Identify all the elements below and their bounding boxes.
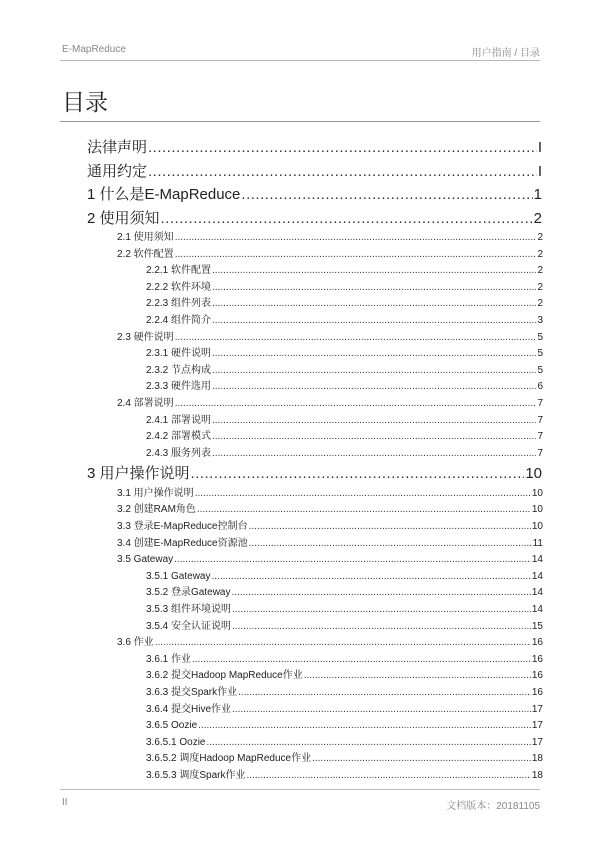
toc-entry[interactable]	[146, 263, 543, 280]
toc-entry-label: 2.2 软件配置	[117, 248, 174, 260]
toc-entry[interactable]	[146, 446, 543, 463]
toc-entry-label: 3.4 创建E-MapReduce资源池	[117, 537, 248, 549]
toc-entry[interactable]	[146, 735, 543, 752]
toc-dot-leader	[231, 585, 530, 602]
toc-entry[interactable]	[117, 552, 543, 569]
toc-entry-label: 3.1 用户操作说明	[117, 487, 194, 499]
toc-entry[interactable]	[117, 519, 543, 536]
toc-dot-leader	[238, 685, 531, 702]
toc-entry-page: 2	[533, 209, 542, 227]
toc-entry[interactable]	[117, 536, 543, 553]
toc-dot-leader	[198, 718, 531, 735]
toc-entry-page: 7	[537, 447, 543, 459]
toc-entry[interactable]	[146, 768, 543, 785]
page-title: 目录	[62, 89, 108, 115]
toc-dot-leader	[249, 536, 532, 553]
toc-entry[interactable]	[146, 363, 543, 380]
toc-entry-page: 5	[537, 364, 543, 376]
toc-dot-leader	[312, 751, 531, 768]
toc-entry-label: 3 用户操作说明	[87, 465, 190, 483]
toc-dot-leader	[148, 136, 537, 160]
toc-dot-leader	[175, 230, 537, 247]
toc-dot-leader	[191, 462, 525, 486]
toc-dot-leader	[232, 702, 531, 719]
toc-entry[interactable]	[146, 718, 543, 735]
toc-entry-label: 3.2 创建RAM角色	[117, 504, 196, 516]
toc-entry-page: 14	[531, 554, 543, 566]
toc-entry-label: 2.4.3 服务列表	[146, 447, 212, 459]
toc-entry[interactable]	[146, 602, 543, 619]
toc-dot-leader	[192, 652, 531, 669]
toc-entry-label: 3.5.2 登录Gateway	[146, 587, 231, 599]
toc-dot-leader	[212, 429, 536, 446]
toc-entry[interactable]	[146, 346, 543, 363]
toc-entry-label: 3.5 Gateway	[117, 554, 174, 566]
toc-entry-page: 2	[537, 298, 543, 310]
toc-dot-leader	[211, 569, 530, 586]
toc-entry[interactable]	[146, 619, 543, 636]
toc-entry-page: 14	[531, 587, 543, 599]
toc-entry[interactable]	[87, 207, 542, 231]
toc-entry-page: 6	[537, 381, 543, 393]
toc-entry-page: 7	[537, 431, 543, 443]
toc-dot-leader	[174, 552, 531, 569]
toc-entry[interactable]	[146, 652, 543, 669]
footer-version: 文档版本：20181105	[446, 801, 540, 812]
toc-dot-leader	[212, 313, 536, 330]
toc-entry-label: 2.4.2 部署模式	[146, 431, 212, 443]
toc-dot-leader	[197, 502, 531, 519]
header-divider	[60, 60, 540, 61]
header-product-name: E-MapReduce	[62, 44, 126, 55]
toc-dot-leader	[212, 379, 536, 396]
toc-entry[interactable]	[87, 462, 542, 486]
toc-entry[interactable]	[117, 230, 543, 247]
toc-entry-page: 3	[537, 314, 543, 326]
toc-entry-label: 3.6.2 提交Hadoop MapReduce作业	[146, 670, 303, 682]
toc-entry-label: 3.6.5 Oozie	[146, 720, 198, 732]
toc-entry-page: 18	[531, 753, 543, 765]
toc-dot-leader	[212, 280, 536, 297]
toc-entry[interactable]	[117, 247, 543, 264]
toc-dot-leader	[161, 207, 533, 231]
toc-dot-leader	[241, 183, 532, 207]
toc-entry-page: 17	[531, 736, 543, 748]
header-breadcrumb: 用户指南 / 目录	[471, 48, 540, 59]
toc-dot-leader	[175, 247, 537, 264]
toc-entry[interactable]	[146, 585, 543, 602]
toc-entry-label: 3.3 登录E-MapReduce控制台	[117, 521, 248, 532]
toc-entry-label: 3.5.3 组件环境说明	[146, 603, 232, 615]
toc-entry[interactable]	[146, 569, 543, 586]
toc-entry-label: 3.6 作业	[117, 637, 154, 649]
toc-entry[interactable]	[146, 429, 543, 446]
toc-entry-page: 7	[537, 397, 543, 409]
toc-entry[interactable]	[117, 330, 543, 347]
toc-dot-leader	[155, 635, 531, 652]
toc-entry-label: 2.4 部署说明	[117, 397, 174, 409]
toc-dot-leader	[195, 486, 531, 503]
toc-entry-label: 2.1 使用须知	[117, 232, 174, 243]
toc-entry-page: I	[537, 162, 542, 180]
toc-entry-label: 3.5.4 安全认证说明	[146, 620, 232, 632]
toc-entry-label: 3.6.1 作业	[146, 653, 192, 665]
toc-dot-leader	[232, 602, 531, 619]
toc-entry-page: 10	[531, 521, 543, 532]
toc-entry-label: 2.2.4 组件简介	[146, 314, 212, 326]
toc-entry-page: 2	[537, 265, 543, 277]
toc-entry-label: 2.3.2 节点构成	[146, 364, 212, 376]
toc-entry-label: 通用约定	[87, 162, 148, 180]
toc-entry-page: 10	[531, 504, 543, 516]
toc-dot-leader	[206, 735, 530, 752]
toc-entry[interactable]	[117, 396, 543, 413]
toc-entry-label: 2.3.1 硬件说明	[146, 348, 212, 360]
toc-entry-label: 3.6.5.2 调度Hadoop MapReduce作业	[146, 753, 312, 765]
toc-entry-page: 5	[537, 348, 543, 360]
toc-entry-page: 2	[537, 232, 543, 243]
toc-entry[interactable]	[87, 136, 542, 160]
toc-entry-label: 3.6.5.3 调度Spark作业	[146, 769, 246, 781]
toc-entry-label: 2.2.3 组件列表	[146, 298, 212, 310]
toc-entry-page: 17	[531, 703, 543, 715]
toc-entry-label: 2.4.1 部署说明	[146, 414, 212, 426]
toc-entry[interactable]	[146, 379, 543, 396]
toc-entry[interactable]	[87, 183, 542, 207]
toc-entry-page: 2	[537, 281, 543, 293]
toc-dot-leader	[232, 619, 531, 636]
toc-entry[interactable]	[146, 702, 543, 719]
toc-entry[interactable]	[146, 751, 543, 768]
toc-entry-label: 2.3.3 硬件选用	[146, 381, 212, 393]
toc-dot-leader	[246, 768, 530, 785]
toc-entry-label: 3.6.4 提交Hive作业	[146, 703, 232, 715]
toc-dot-leader	[212, 263, 536, 280]
toc-entry-page: 5	[537, 331, 543, 343]
toc-entry-label: 法律声明	[87, 139, 148, 156]
toc-dot-leader	[175, 396, 537, 413]
toc-entry-page: 10	[525, 465, 542, 483]
title-divider	[60, 121, 540, 122]
toc-entry-page: 11	[532, 537, 543, 549]
toc-entry[interactable]	[87, 160, 542, 184]
toc-entry-label: 2.3 硬件说明	[117, 331, 174, 343]
toc-entry[interactable]	[117, 486, 543, 503]
toc-entry-page: 17	[531, 720, 543, 732]
toc-entry[interactable]	[117, 502, 543, 519]
toc-entry-page: 15	[531, 620, 543, 632]
toc-entry-page: 16	[531, 653, 543, 665]
toc-entry-page: 16	[531, 670, 543, 682]
table-of-contents	[0, 136, 600, 785]
toc-entry[interactable]	[146, 313, 543, 330]
toc-dot-leader	[212, 346, 536, 363]
toc-dot-leader	[249, 519, 531, 536]
toc-entry-page: 16	[531, 686, 543, 698]
toc-dot-leader	[212, 446, 536, 463]
toc-entry-label: 3.6.5.1 Oozie	[146, 736, 206, 748]
toc-dot-leader	[212, 296, 536, 313]
toc-dot-leader	[148, 160, 537, 184]
toc-dot-leader	[212, 363, 536, 380]
toc-entry[interactable]	[146, 668, 543, 685]
toc-entry-page: 18	[531, 769, 543, 781]
footer-divider	[60, 789, 540, 790]
toc-entry-page: 14	[531, 570, 543, 582]
toc-entry-label: 3.6.3 提交Spark作业	[146, 686, 238, 698]
toc-entry-label: 2.2.2 软件环境	[146, 281, 212, 293]
toc-entry[interactable]	[146, 413, 543, 430]
toc-entry-page: 7	[537, 414, 543, 426]
toc-entry[interactable]	[146, 280, 543, 297]
toc-entry[interactable]	[146, 296, 543, 313]
toc-entry[interactable]	[117, 635, 543, 652]
toc-entry-page: 16	[531, 637, 543, 649]
footer-page-number: II	[62, 797, 68, 808]
toc-entry-label: 3.5.1 Gateway	[146, 570, 211, 582]
toc-dot-leader	[304, 668, 531, 685]
toc-entry-page: 10	[531, 487, 543, 499]
toc-entry-label: 1 什么是E-MapReduce	[87, 186, 241, 203]
toc-dot-leader	[212, 413, 536, 430]
toc-entry-label: 2 使用须知	[87, 209, 160, 227]
toc-entry-page: 2	[537, 248, 543, 260]
toc-entry[interactable]	[146, 685, 543, 702]
toc-entry-page: 1	[533, 186, 542, 203]
toc-dot-leader	[175, 330, 537, 347]
toc-entry-page: I	[537, 139, 542, 156]
toc-entry-label: 2.2.1 软件配置	[146, 265, 212, 277]
toc-entry-page: 14	[531, 603, 543, 615]
